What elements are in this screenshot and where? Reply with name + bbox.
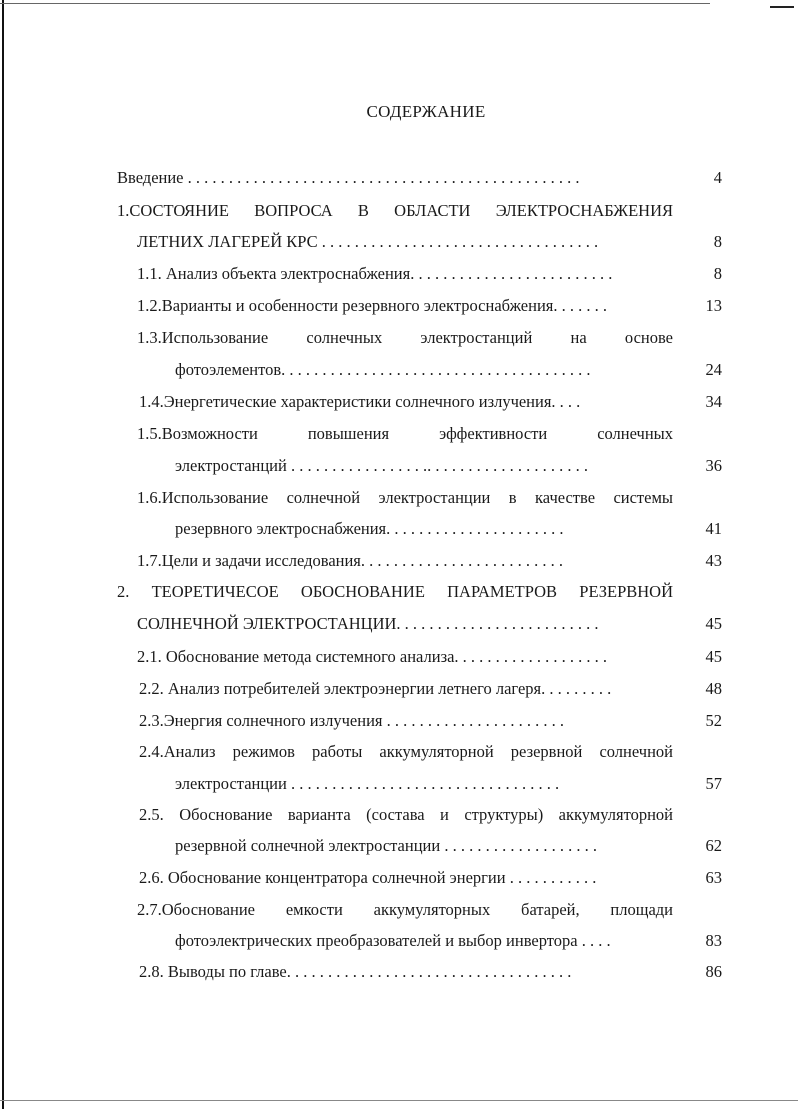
toc-entry-2-2: 2.2. Анализ потребителей электроэнергии летнего лагеря. . . . . . . . . [139, 679, 612, 698]
toc-entry-1-6-cont: резервного электроснабжения. . . . . . . . . . . . . . . . . . . . . . [175, 519, 564, 538]
toc-page-number: 36 [705, 456, 722, 475]
toc-entry-2-5: 2.5. Обоснование варианта (состава и структуры) аккумуляторной [139, 805, 673, 824]
toc-page-number: 8 [713, 232, 722, 251]
toc-page-number: 45 [705, 614, 722, 633]
toc-page-number: 4 [713, 168, 722, 187]
toc-page-number: 13 [705, 296, 722, 315]
toc-page-number: 24 [705, 360, 722, 379]
toc-entry-1-2: 1.2.Варианты и особенности резервного электроснабжения. . . . . . . [137, 296, 608, 315]
toc-page-number: 83 [705, 931, 722, 950]
toc-page-number: 34 [705, 392, 722, 411]
toc-page-number: 41 [705, 519, 722, 538]
toc-entry-chapter-2-cont: СОЛНЕЧНОЙ ЭЛЕКТРОСТАНЦИИ. . . . . . . . . . . . . . . . . . . . . . . . . [137, 614, 599, 633]
toc-page-number: 45 [705, 647, 722, 666]
toc-page-number: 8 [713, 264, 722, 283]
toc-entry-1-5: 1.5.Возможности повышения эффективности солнечных [137, 424, 673, 443]
page-edge-top [0, 3, 710, 4]
scan-corner-mark [770, 0, 794, 8]
toc-entry-2-7: 2.7.Обоснование емкости аккумуляторных батарей, площади [137, 900, 673, 919]
toc-entry-2-7-cont: фотоэлектрических преобразователей и выбор инвертора . . . . [175, 931, 611, 950]
toc-entry-2-5-cont: резервной солнечной электростанции . . . . . . . . . . . . . . . . . . . [175, 836, 597, 855]
toc-entry-2-3: 2.3.Энергия солнечного излучения . . . . . . . . . . . . . . . . . . . . . . [139, 711, 565, 730]
toc-page-number: 63 [705, 868, 722, 887]
toc-entry-2-1: 2.1. Обоснование метода системного анализа. . . . . . . . . . . . . . . . . . . [137, 647, 608, 666]
toc-entry-1-6: 1.6.Использование солнечной электростанции в качестве системы [137, 488, 673, 507]
toc-entry-chapter-1-cont: ЛЕТНИХ ЛАГЕРЕЙ КРС . . . . . . . . . . . . . . . . . . . . . . . . . . . . . . . . . . [137, 232, 599, 251]
toc-entry-1-1: 1.1. Анализ объекта электроснабжения. . . . . . . . . . . . . . . . . . . . . . . . . [137, 264, 613, 283]
page-edge-left [2, 0, 4, 1109]
toc-entry-intro: Введение . . . . . . . . . . . . . . . . . . . . . . . . . . . . . . . . . . . . . . . . . . . . . . . . [117, 168, 580, 187]
toc-entry-1-7: 1.7.Цели и задачи исследования. . . . . . . . . . . . . . . . . . . . . . . . . [137, 551, 564, 570]
toc-entry-1-5-cont: электростанций . . . . . . . . . . . . . . . . .. . . . . . . . . . . . . . . . . . . . [175, 456, 588, 475]
toc-entry-chapter-2: 2. ТЕОРЕТИЧЕСОЕ ОБОСНОВАНИЕ ПАРАМЕТРОВ РЕЗЕРВНОЙ [117, 582, 673, 601]
toc-page-number: 62 [705, 836, 722, 855]
page-edge-bottom [0, 1100, 798, 1101]
toc-page-number: 48 [705, 679, 722, 698]
toc-entry-1-3: 1.3.Использование солнечных электростанций на основе [137, 328, 673, 347]
toc-entry-1-3-cont: фотоэлементов. . . . . . . . . . . . . . . . . . . . . . . . . . . . . . . . . . . . . . [175, 360, 591, 379]
toc-page-number: 43 [705, 551, 722, 570]
page-title: СОДЕРЖАНИЕ [366, 102, 486, 121]
toc-entry-2-8: 2.8. Выводы по главе. . . . . . . . . . . . . . . . . . . . . . . . . . . . . . . . . . . [139, 962, 572, 981]
toc-entry-2-6: 2.6. Обоснование концентратора солнечной энергии . . . . . . . . . . . [139, 868, 597, 887]
toc-entry-2-4: 2.4.Анализ режимов работы аккумуляторной резервной солнечной [139, 742, 673, 761]
toc-entry-chapter-1: 1.СОСТОЯНИЕ ВОПРОСА В ОБЛАСТИ ЭЛЕКТРОСНАБЖЕНИЯ [117, 201, 673, 220]
toc-page-number: 52 [705, 711, 722, 730]
toc-page-number: 86 [705, 962, 722, 981]
toc-entry-2-4-cont: электростанции . . . . . . . . . . . . . . . . . . . . . . . . . . . . . . . . . [175, 774, 560, 793]
toc-page-number: 57 [705, 774, 722, 793]
toc-entry-1-4: 1.4.Энергетические характеристики солнечного излучения. . . . [139, 392, 581, 411]
